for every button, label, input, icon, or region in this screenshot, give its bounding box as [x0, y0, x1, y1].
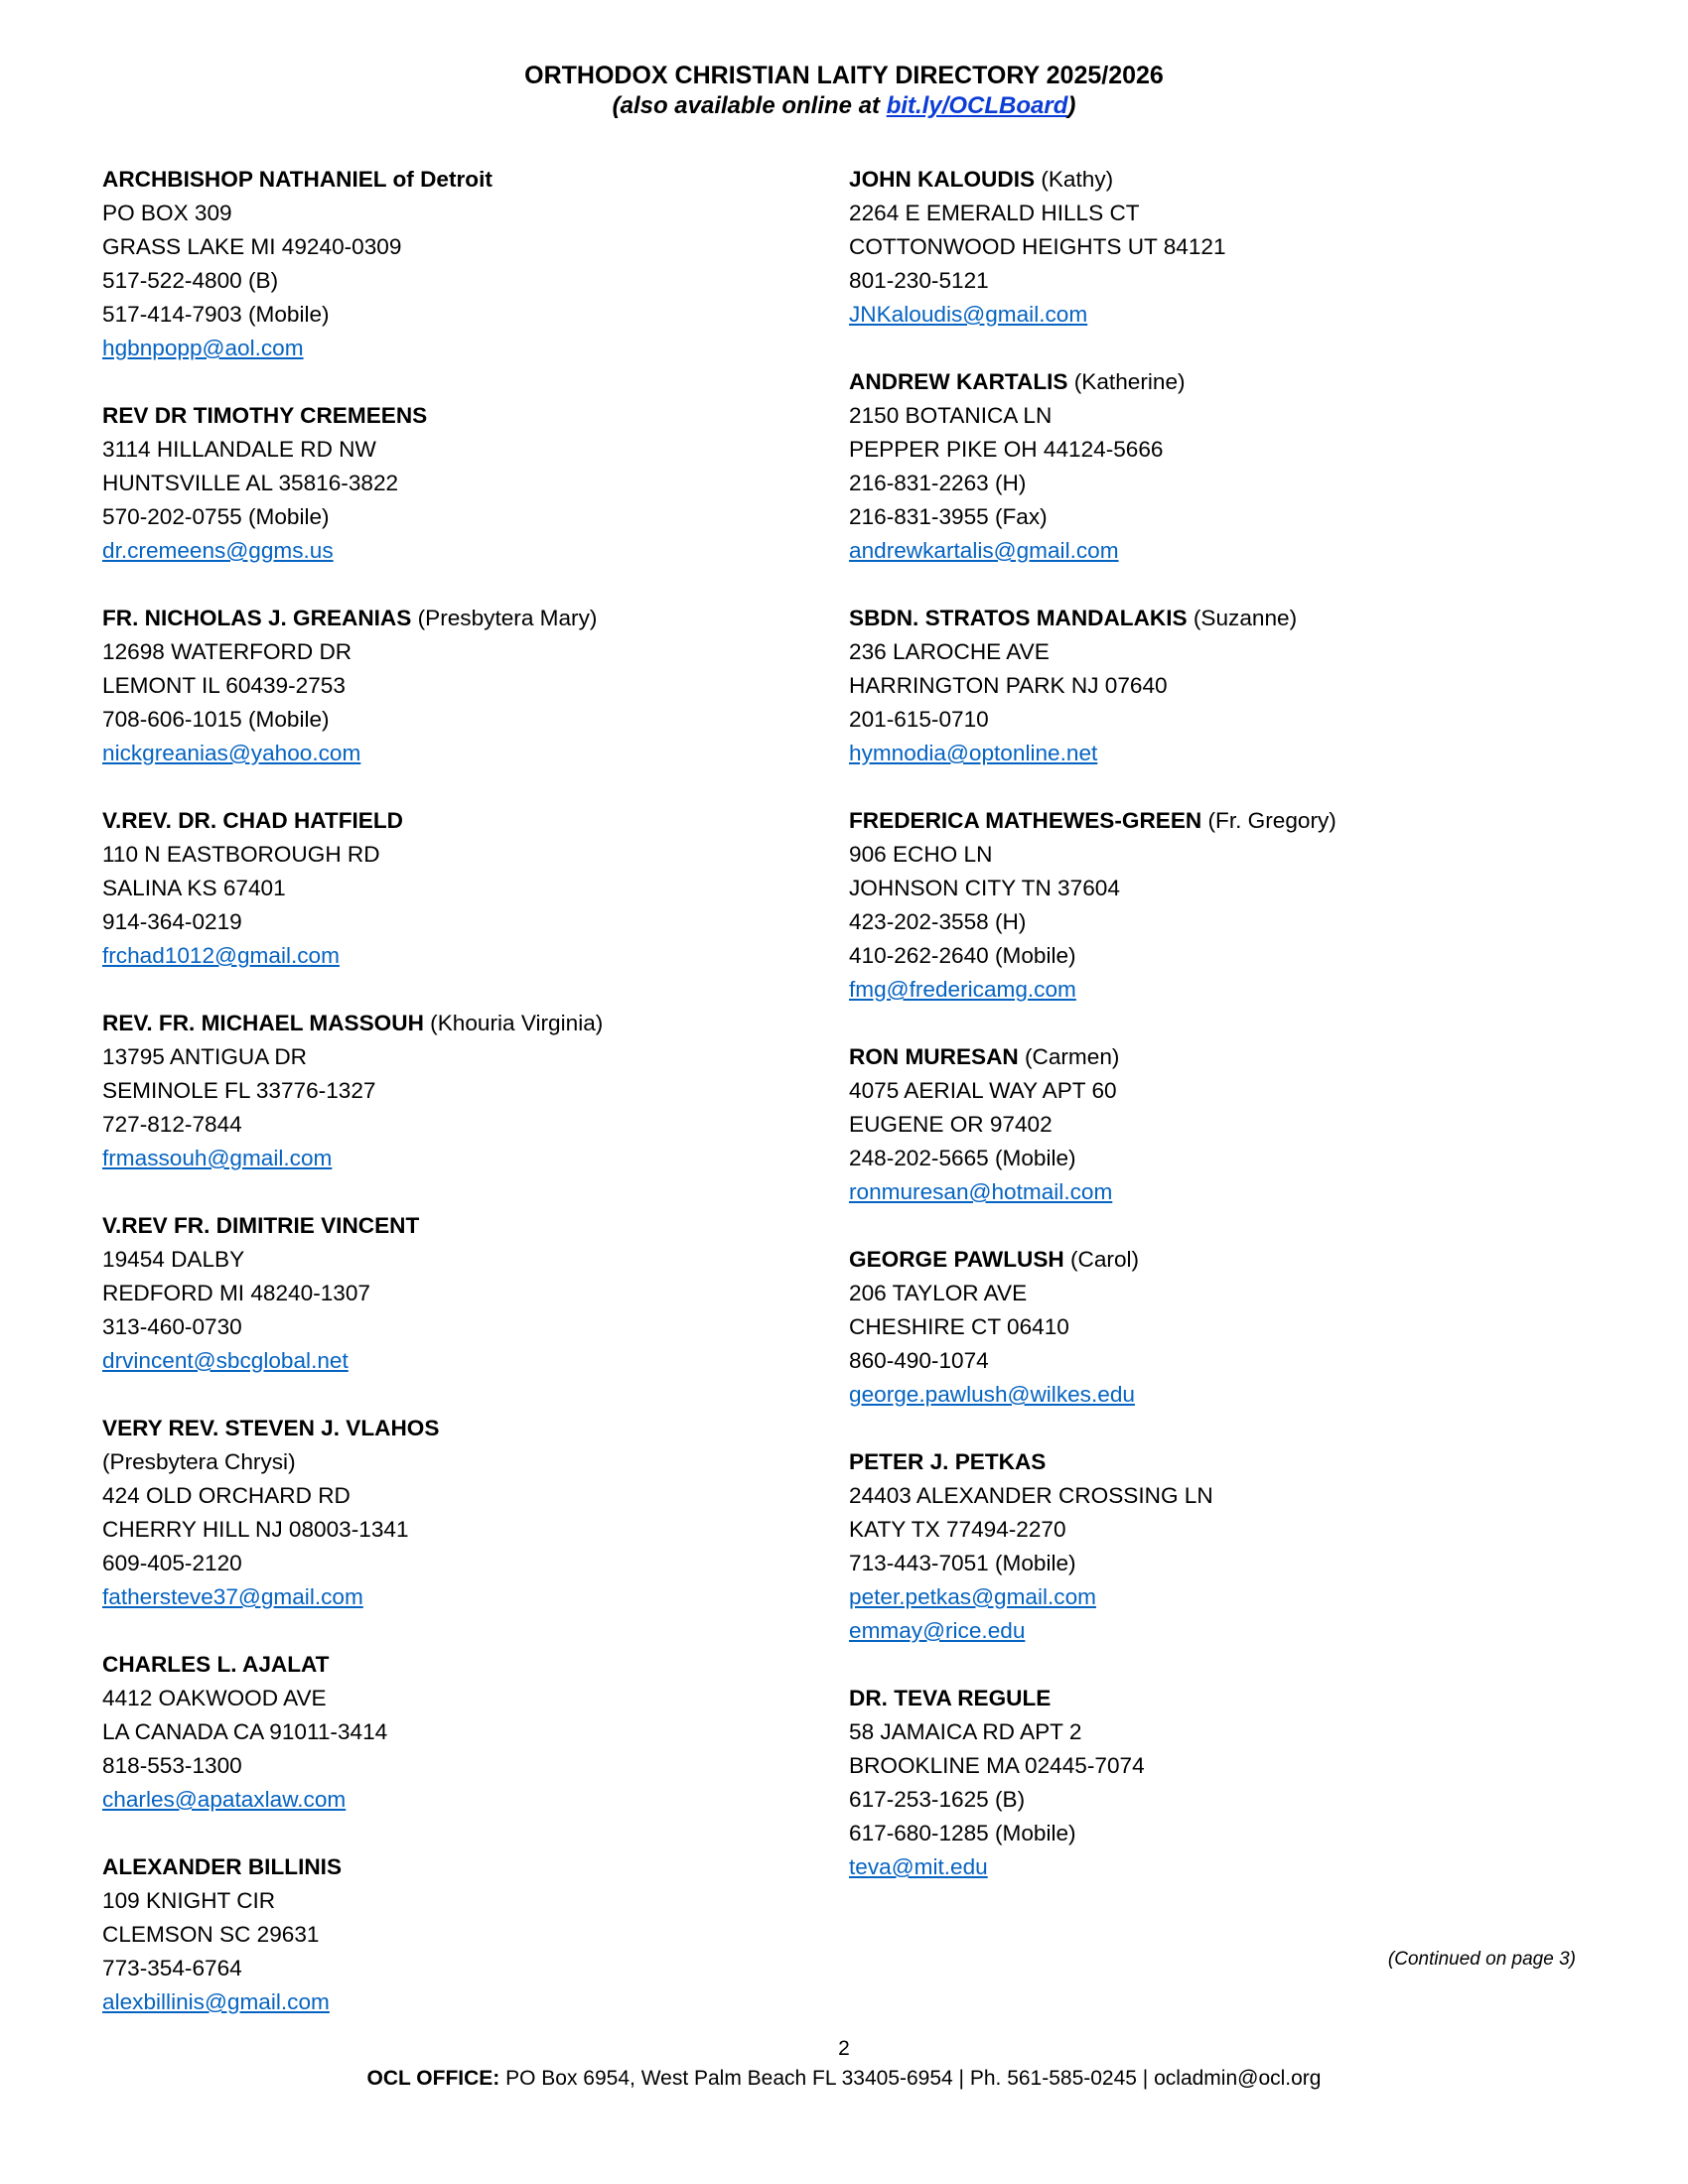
entry-detail-line: SALINA KS 67401 — [102, 876, 286, 900]
entry-detail-line: CHESHIRE CT 06410 — [849, 1314, 1069, 1339]
entry-email-link[interactable]: frchad1012@gmail.com — [102, 943, 340, 968]
entry-detail-line: REDFORD MI 48240-1307 — [102, 1281, 370, 1305]
entry-detail-line: 708-606-1015 (Mobile) — [102, 707, 330, 732]
entry-name-line — [102, 1850, 797, 1884]
entry-name: FR. NICHOLAS J. GREANIAS — [102, 606, 412, 630]
entry-name-line — [102, 1412, 797, 1445]
entry-spouse: (Khouria Virginia) — [430, 1011, 604, 1035]
subtitle-suffix: ) — [1067, 92, 1076, 119]
entry-email-link[interactable]: alexbillinis@gmail.com — [102, 1989, 330, 2014]
entry-detail-line: LA CANADA CA 91011-3414 — [102, 1719, 388, 1744]
entry-detail-line: 818-553-1300 — [102, 1753, 242, 1778]
entry-detail-line: 19454 DALBY — [102, 1247, 245, 1272]
subtitle-prefix: (also available online at — [612, 92, 887, 119]
entry-detail-line: 410-262-2640 (Mobile) — [849, 943, 1076, 968]
entry-detail-line: BROOKLINE MA 02445-7074 — [849, 1753, 1145, 1778]
entry-name: DR. TEVA REGULE — [849, 1686, 1052, 1710]
entry-detail-line: 914-364-0219 — [102, 909, 242, 934]
entry-name: PETER J. PETKAS — [849, 1449, 1047, 1474]
entry-detail-line: 860-490-1074 — [849, 1348, 989, 1373]
entry-detail-line: 517-414-7903 (Mobile) — [102, 302, 330, 327]
entry-detail-line: 4075 AERIAL WAY APT 60 — [849, 1078, 1117, 1103]
entry-email-link[interactable]: ronmuresan@hotmail.com — [849, 1179, 1113, 1204]
entry-name-line — [102, 602, 797, 635]
entry-spouse: (Katherine) — [1073, 369, 1186, 394]
entry-detail-line: 13795 ANTIGUA DR — [102, 1044, 307, 1069]
entry-detail-line: 216-831-3955 (Fax) — [849, 504, 1048, 529]
entry-detail-line: COTTONWOOD HEIGHTS UT 84121 — [849, 234, 1226, 259]
entry-name: REV DR TIMOTHY CREMEENS — [102, 403, 428, 428]
entry-name-line — [102, 1007, 797, 1040]
directory-entry — [849, 1040, 1544, 1209]
entry-name-line — [102, 399, 797, 433]
entry-detail-line: 609-405-2120 — [102, 1551, 242, 1575]
entry-name: CHARLES L. AJALAT — [102, 1652, 330, 1677]
online-directory-link[interactable]: bit.ly/OCLBoard — [886, 92, 1068, 119]
office-info — [0, 2064, 1688, 2094]
entry-detail-line: KATY TX 77494-2270 — [849, 1517, 1066, 1542]
entry-email-link[interactable]: fmg@fredericamg.com — [849, 977, 1076, 1002]
entry-name-line — [102, 163, 797, 197]
entry-detail-line: 236 LAROCHE AVE — [849, 639, 1050, 664]
entry-email-link[interactable]: JNKaloudis@gmail.com — [849, 302, 1088, 327]
directory-entry — [102, 1412, 797, 1614]
office-label: OCL OFFICE: — [366, 2067, 500, 2090]
entry-detail-line: JOHNSON CITY TN 37604 — [849, 876, 1120, 900]
directory-entry — [849, 1682, 1544, 1884]
entry-detail-line: 248-202-5665 (Mobile) — [849, 1146, 1076, 1170]
page-subtitle — [0, 91, 1688, 121]
entry-name: ALEXANDER BILLINIS — [102, 1854, 343, 1879]
entry-email-link[interactable]: emmay@rice.edu — [849, 1618, 1026, 1643]
entry-name: V.REV FR. DIMITRIE VINCENT — [102, 1213, 420, 1238]
entry-detail-line: HARRINGTON PARK NJ 07640 — [849, 673, 1168, 698]
directory-entry — [102, 602, 797, 770]
entry-detail-line: 2150 BOTANICA LN — [849, 403, 1053, 428]
entry-email-link[interactable]: hgbnpopp@aol.com — [102, 336, 304, 360]
entry-detail-line: 423-202-3558 (H) — [849, 909, 1027, 934]
entry-detail-line: CLEMSON SC 29631 — [102, 1922, 320, 1947]
page-title: ORTHODOX CHRISTIAN LAITY DIRECTORY 2025/2026 — [524, 62, 1164, 89]
entry-email-link[interactable]: george.pawlush@wilkes.edu — [849, 1382, 1135, 1407]
entry-detail-line: 313-460-0730 — [102, 1314, 242, 1339]
entry-spouse: (Carol) — [1070, 1247, 1140, 1272]
entry-detail-line: PEPPER PIKE OH 44124-5666 — [849, 437, 1164, 462]
entry-detail-line: EUGENE OR 97402 — [849, 1112, 1053, 1137]
entry-detail-line: 727-812-7844 — [102, 1112, 242, 1137]
entry-detail-line: PO BOX 309 — [102, 201, 232, 225]
entry-detail-line: HUNTSVILLE AL 35816-3822 — [102, 471, 399, 495]
entry-name: ANDREW KARTALIS — [849, 369, 1068, 394]
entry-detail-line: 906 ECHO LN — [849, 842, 993, 867]
entry-name: RON MURESAN — [849, 1044, 1019, 1069]
entry-detail-line: GRASS LAKE MI 49240-0309 — [102, 234, 402, 259]
right-column — [849, 163, 1544, 1918]
entry-detail-line: 713-443-7051 (Mobile) — [849, 1551, 1076, 1575]
entry-email-link[interactable]: drvincent@sbcglobal.net — [102, 1348, 349, 1373]
entry-name: FREDERICA MATHEWES-GREEN — [849, 808, 1202, 833]
entry-detail-line: 4412 OAKWOOD AVE — [102, 1686, 327, 1710]
entry-detail-line: 206 TAYLOR AVE — [849, 1281, 1028, 1305]
entry-email-link[interactable]: frmassouh@gmail.com — [102, 1146, 333, 1170]
entry-name: SBDN. STRATOS MANDALAKIS — [849, 606, 1188, 630]
entry-detail-line: 773-354-6764 — [102, 1956, 242, 1980]
directory-entry — [102, 163, 797, 365]
directory-entry — [102, 1850, 797, 2019]
entry-detail-line: 617-253-1625 (B) — [849, 1787, 1026, 1812]
entry-name: REV. FR. MICHAEL MASSOUH — [102, 1011, 424, 1035]
entry-name-line — [849, 1040, 1544, 1074]
directory-entry — [849, 1243, 1544, 1412]
entry-name-line — [102, 804, 797, 838]
entry-email-link[interactable]: peter.petkas@gmail.com — [849, 1584, 1096, 1609]
entry-name-line — [849, 365, 1544, 399]
entry-detail-line: 24403 ALEXANDER CROSSING LN — [849, 1483, 1213, 1508]
entry-detail-line: 110 N EASTBOROUGH RD — [102, 842, 380, 867]
entry-name-line — [849, 163, 1544, 197]
page-number: 2 — [838, 2037, 850, 2060]
directory-entry — [849, 163, 1544, 332]
entry-email-link[interactable]: nickgreanias@yahoo.com — [102, 741, 361, 765]
entry-detail-line: 58 JAMAICA RD APT 2 — [849, 1719, 1082, 1744]
entry-detail-line: 216-831-2263 (H) — [849, 471, 1027, 495]
entry-email-link[interactable]: teva@mit.edu — [849, 1854, 988, 1879]
entry-email-link[interactable]: dr.cremeens@ggms.us — [102, 538, 334, 563]
directory-entry — [849, 1445, 1544, 1648]
entry-name-line — [849, 1445, 1544, 1479]
entry-detail-line: 109 KNIGHT CIR — [102, 1888, 276, 1913]
entry-spouse: (Fr. Gregory) — [1207, 808, 1336, 833]
left-column — [102, 163, 797, 2053]
entry-spouse: (Carmen) — [1025, 1044, 1120, 1069]
entry-name: JOHN KALOUDIS — [849, 167, 1036, 192]
directory-entry — [849, 602, 1544, 770]
entry-spouse: (Kathy) — [1041, 167, 1114, 192]
continued-note: (Continued on page 3) — [1387, 1949, 1576, 1970]
directory-header — [0, 60, 1688, 121]
directory-entry — [849, 365, 1544, 568]
entry-email-link[interactable]: charles@apataxlaw.com — [102, 1787, 347, 1812]
directory-entry — [102, 804, 797, 973]
office-text: PO Box 6954, West Palm Beach FL 33405-6954 | Ph. 561-585-0245 | ocladmin@ocl.org — [499, 2067, 1322, 2090]
entry-name-line — [849, 602, 1544, 635]
entry-email-link[interactable]: andrewkartalis@gmail.com — [849, 538, 1119, 563]
entry-name-line — [102, 1648, 797, 1682]
directory-entry — [102, 1648, 797, 1817]
page-footer — [0, 2034, 1688, 2094]
directory-entry — [102, 1007, 797, 1175]
entry-spouse: (Suzanne) — [1193, 606, 1298, 630]
entry-detail-line: CHERRY HILL NJ 08003-1341 — [102, 1517, 409, 1542]
entry-name: ARCHBISHOP NATHANIEL of Detroit — [102, 167, 492, 192]
entry-email-link[interactable]: fathersteve37@gmail.com — [102, 1584, 363, 1609]
directory-entry — [102, 399, 797, 568]
entry-detail-line: 12698 WATERFORD DR — [102, 639, 352, 664]
entry-name-line — [102, 1209, 797, 1243]
entry-spouse: (Presbytera Mary) — [417, 606, 598, 630]
entry-detail-line: SEMINOLE FL 33776-1327 — [102, 1078, 376, 1103]
entry-name-line — [849, 1682, 1544, 1715]
entry-name: VERY REV. STEVEN J. VLAHOS — [102, 1416, 440, 1440]
entry-detail-line: 801-230-5121 — [849, 268, 989, 293]
entry-email-link[interactable]: hymnodia@optonline.net — [849, 741, 1098, 765]
entry-detail-line: 617-680-1285 (Mobile) — [849, 1821, 1076, 1845]
entry-name-line — [849, 1243, 1544, 1277]
entry-name: V.REV. DR. CHAD HATFIELD — [102, 808, 403, 833]
directory-entry — [102, 1209, 797, 1378]
entry-detail-line: LEMONT IL 60439-2753 — [102, 673, 346, 698]
entry-detail-line: 3114 HILLANDALE RD NW — [102, 437, 376, 462]
entry-detail-line: (Presbytera Chrysi) — [102, 1449, 296, 1474]
entry-detail-line: 570-202-0755 (Mobile) — [102, 504, 330, 529]
entry-name-line — [849, 804, 1544, 838]
entry-detail-line: 517-522-4800 (B) — [102, 268, 279, 293]
entry-name: GEORGE PAWLUSH — [849, 1247, 1064, 1272]
entry-detail-line: 201-615-0710 — [849, 707, 989, 732]
entry-detail-line: 424 OLD ORCHARD RD — [102, 1483, 351, 1508]
directory-entry — [849, 804, 1544, 1007]
entry-detail-line: 2264 E EMERALD HILLS CT — [849, 201, 1140, 225]
